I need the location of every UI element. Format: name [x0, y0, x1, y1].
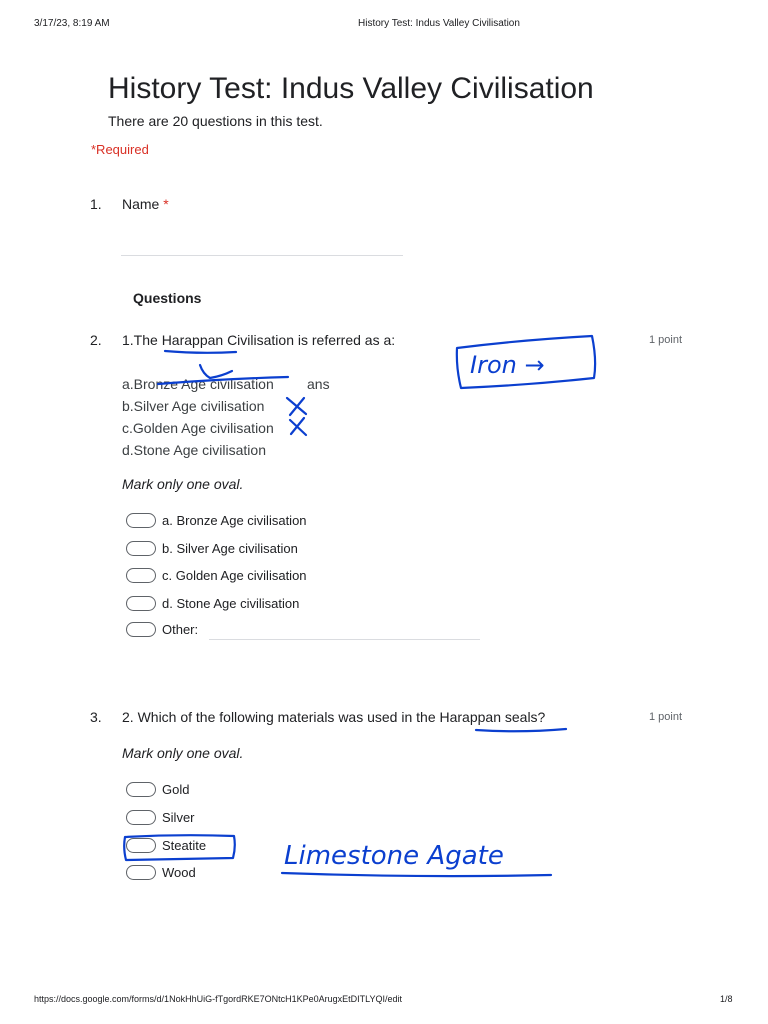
name-input[interactable]: [121, 255, 403, 256]
ink-iron-text: Iron →: [470, 351, 545, 379]
option-label: Wood: [162, 865, 196, 880]
ink-box-iron: [457, 336, 595, 388]
option-label: Other:: [162, 622, 199, 637]
question-text: 2. Which of the following materials was used in the Harappan seals?: [122, 709, 546, 725]
choice-text: d.Stone Age civilisation: [122, 442, 266, 458]
radio-oval[interactable]: [126, 541, 156, 556]
ink-underline-limestone: [282, 873, 551, 876]
name-label: [122, 196, 169, 212]
radio-oval[interactable]: [126, 568, 156, 583]
points-label: 1 point: [649, 334, 683, 346]
name-label-text: Name: [122, 196, 160, 212]
print-url: https://docs.google.com/forms/d/1NokHhUiG-fTgordRKE7ONtcH1KPe0ArugxEtDITLYQI/edit: [34, 994, 402, 1004]
ink-limestone-agate-text: Limestone Agate: [284, 841, 504, 871]
choice-text: a.Bronze Age civilisation: [122, 376, 274, 392]
choice-text: c.Golden Age civilisation: [122, 420, 274, 436]
choice-text: b.Silver Age civilisation: [122, 398, 265, 414]
option-label: b. Silver Age civilisation: [162, 541, 298, 556]
option-label: Silver: [162, 810, 195, 825]
question-text: 1.The Harappan Civilisation is referred as a:: [122, 332, 396, 348]
question-number: 1.: [90, 196, 102, 212]
required-note: *Required: [91, 142, 149, 157]
mark-instruction: Mark only one oval.: [122, 476, 244, 492]
question-number: 2.: [90, 332, 102, 348]
form-title: History Test: Indus Valley Civilisation: [108, 72, 594, 105]
option-label: c. Golden Age civilisation: [162, 568, 307, 583]
points-label: 1 point: [649, 711, 683, 723]
option-label: Steatite: [162, 838, 207, 853]
ink-underline-seals: [476, 729, 566, 731]
option-label: Gold: [162, 782, 190, 797]
radio-oval[interactable]: [126, 865, 156, 880]
radio-oval[interactable]: [126, 810, 156, 825]
radio-oval[interactable]: [126, 596, 156, 611]
print-doc-title: History Test: Indus Valley Civilisation: [358, 18, 520, 29]
option-label: a. Bronze Age civilisation: [162, 513, 307, 528]
form-description: There are 20 questions in this test.: [108, 113, 323, 129]
question-number: 3.: [90, 709, 102, 725]
mark-instruction: Mark only one oval.: [122, 745, 244, 761]
page-number: 1/8: [720, 994, 733, 1004]
ink-underline-harappan: [165, 351, 236, 353]
option-label: d. Stone Age civilisation: [162, 596, 300, 611]
ink-cross: [287, 398, 306, 415]
ans-note: ans: [307, 376, 330, 392]
radio-oval[interactable]: [126, 622, 156, 637]
radio-oval[interactable]: [126, 838, 156, 853]
print-datetime: 3/17/23, 8:19 AM: [34, 18, 110, 29]
other-input[interactable]: [209, 639, 480, 640]
section-title: Questions: [133, 290, 202, 306]
required-star: *: [163, 196, 169, 212]
radio-oval[interactable]: [126, 782, 156, 797]
ink-cross: [290, 418, 306, 435]
radio-oval[interactable]: [126, 513, 156, 528]
